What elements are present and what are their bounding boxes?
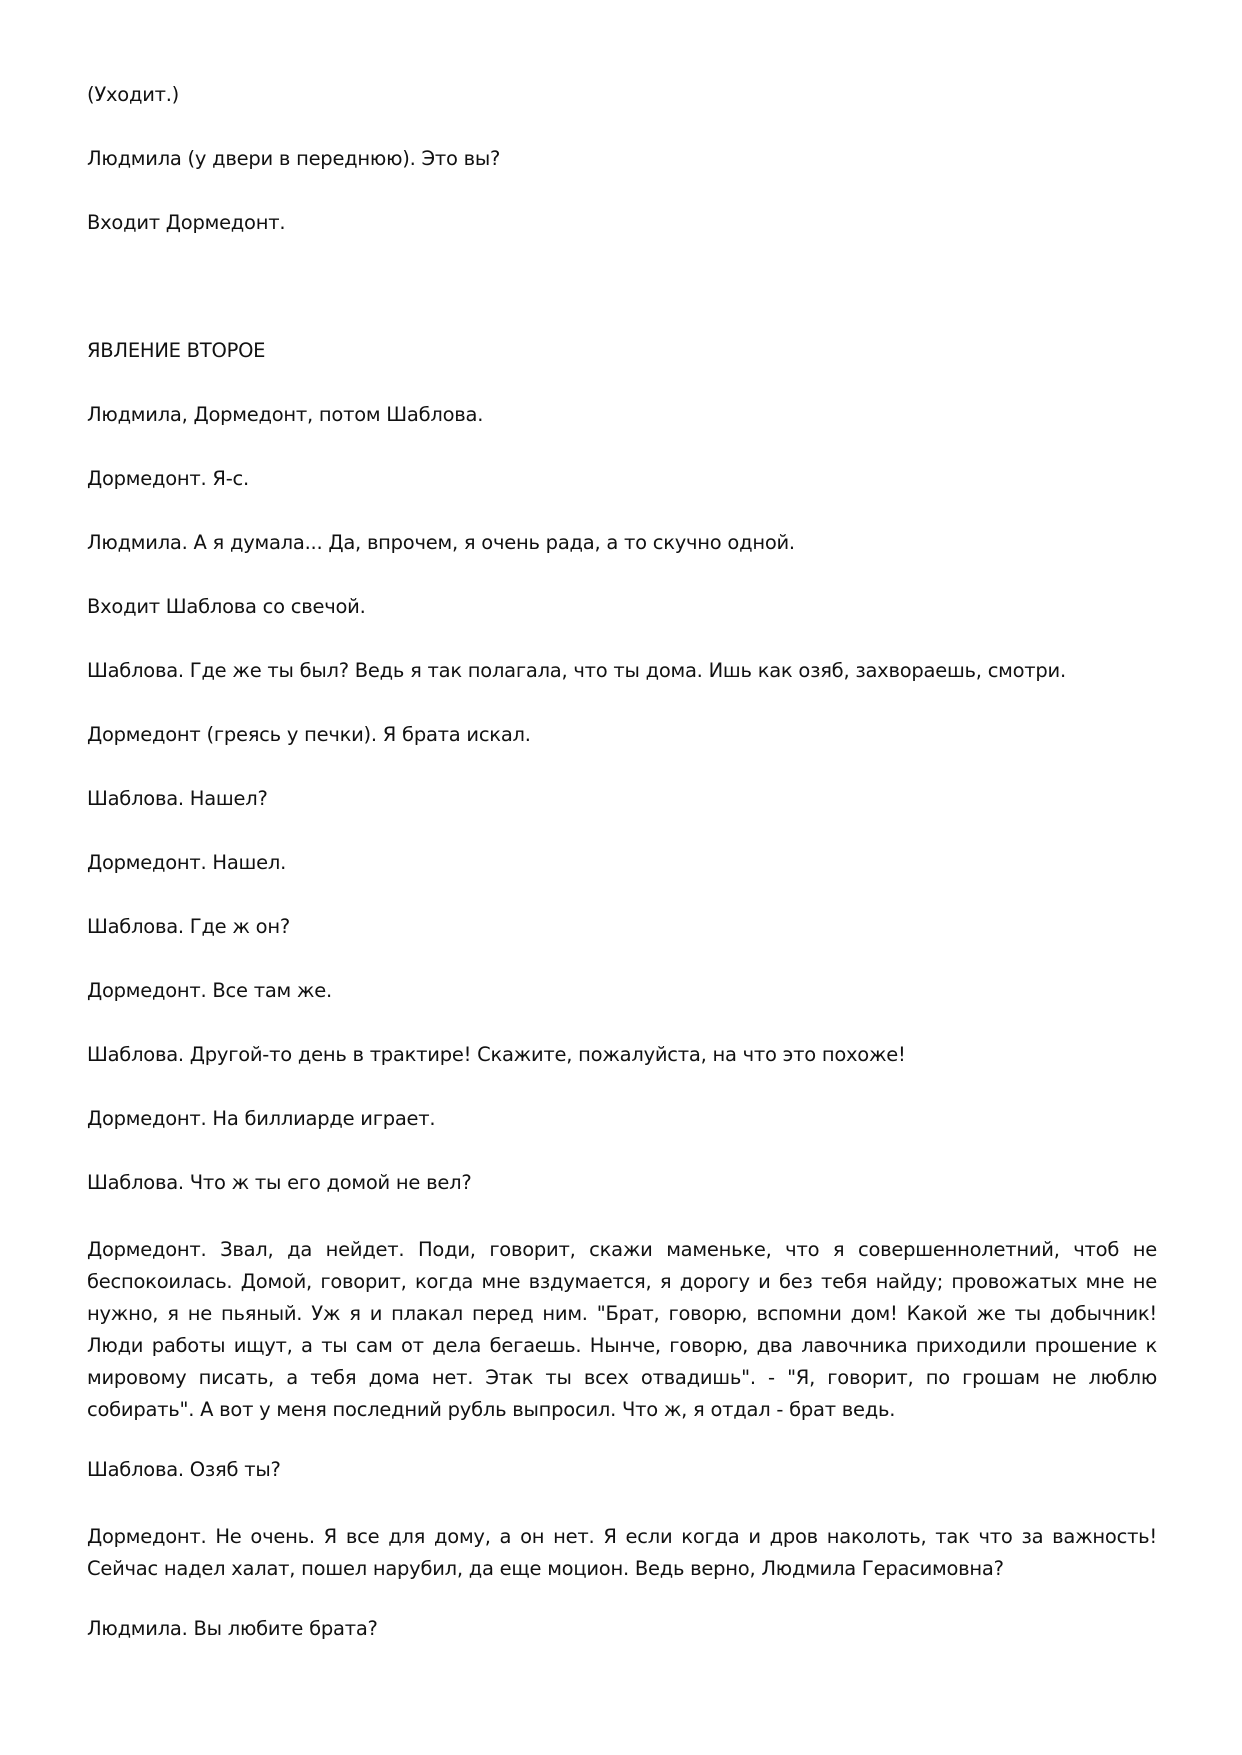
dialogue-line: Дормедонт (греясь у печки). Я брата искал. (87, 723, 531, 746)
dialogue-line: Шаблова. Нашел? (87, 787, 268, 810)
dialogue-line: Дормедонт. Все там же. (87, 979, 332, 1002)
scene-characters: Людмила, Дормедонт, потом Шаблова. (87, 403, 484, 426)
dialogue-paragraph: Дормедонт. Звал, да нейдет. Поди, говорит, скажи маменьке, что я совершеннолетний, чтоб не беспокоилась. Домой, говорит, когда мне вздумается, я дорогу и без тебя найду; провожатых мне не нужно, я не пьяный. Уж я и плакал перед ним. "Брат, говорю, вспомни дом! Какой же ты добычник! Люди работы ищут, а ты сам от дела бегаешь. Нынче, говорю, два лавочника приходили прошение к мировому писать, а тебя дома нет. Этак ты всех отвадишь". - "Я, говорит, по грошам не люблю собирать". А вот у меня последний рубль выпросил. Что ж, я отдал - брат ведь. (87, 1238, 1157, 1421)
dialogue-line: Людмила. Вы любите брата? (87, 1617, 378, 1640)
dialogue-paragraph: Дормедонт. Не очень. Я все для дому, а он нет. Я если когда и дров наколоть, так что за важность! Сейчас надел халат, пошел нарубил, да еще моцион. Ведь верно, Людмила Герасимовна? (87, 1525, 1157, 1580)
stage-direction: Входит Дормедонт. (87, 211, 286, 234)
dialogue-line: Шаблова. Что ж ты его домой не вел? (87, 1171, 472, 1194)
dialogue-line: Дормедонт. На биллиарде играет. (87, 1107, 436, 1130)
dialogue-line: Дормедонт. Я-с. (87, 467, 249, 490)
stage-direction: Входит Шаблова со свечой. (87, 595, 366, 618)
dialogue-line: Шаблова. Другой-то день в трактире! Скажите, пожалуйста, на что это похоже! (87, 1043, 906, 1066)
document-page (87, 82, 1157, 1680)
dialogue-line: Шаблова. Где же ты был? Ведь я так полагала, что ты дома. Ишь как озяб, захвораешь, смотри. (87, 659, 1066, 682)
scene-heading: ЯВЛЕНИЕ ВТОРОЕ (87, 339, 266, 362)
dialogue-line: Людмила. А я думала... Да, впрочем, я очень рада, а то скучно одной. (87, 531, 795, 554)
dialogue-line: Шаблова. Где ж он? (87, 915, 290, 938)
stage-direction: (Уходит.) (87, 83, 180, 106)
dialogue-line: Дормедонт. Нашел. (87, 851, 287, 874)
dialogue-line: Шаблова. Озяб ты? (87, 1458, 281, 1481)
dialogue-line: Людмила (у двери в переднюю). Это вы? (87, 147, 501, 170)
